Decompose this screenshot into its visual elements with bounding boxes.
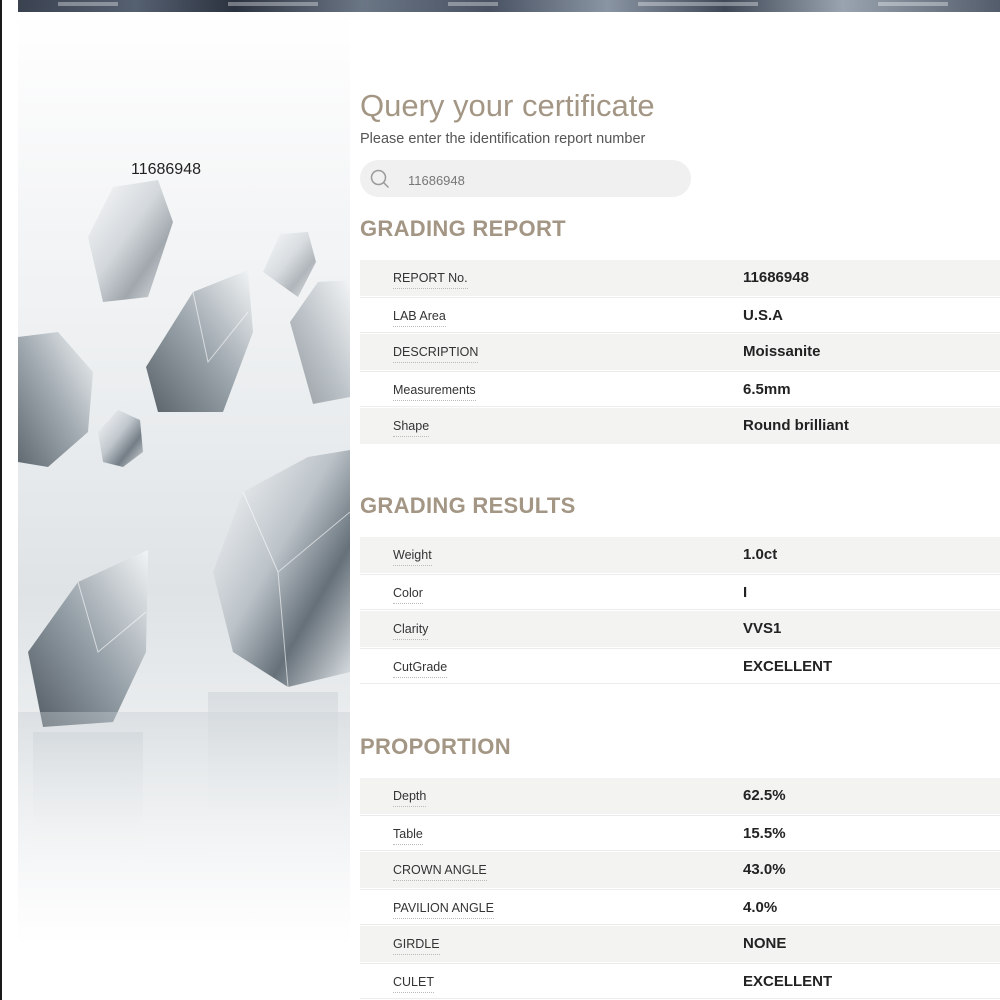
top-banner-image (18, 0, 1000, 12)
table-row (360, 778, 1000, 814)
table-row (360, 889, 1000, 925)
row-value: 15.5% (743, 825, 786, 842)
row-value: 11686948 (743, 269, 809, 286)
row-value: Round brilliant (743, 417, 849, 434)
window-left-border (0, 0, 2, 1000)
grading-results-heading: GRADING RESULTS (360, 493, 576, 518)
row-label: Color (393, 586, 423, 604)
table-row (360, 297, 1000, 333)
row-label: CutGrade (393, 660, 447, 678)
row-value: Moissanite (743, 343, 821, 360)
row-value: EXCELLENT (743, 973, 833, 990)
row-label: LAB Area (393, 309, 446, 327)
table-row (360, 611, 1000, 647)
table-row (360, 334, 1000, 370)
row-value: EXCELLENT (743, 658, 833, 675)
row-value: NONE (743, 935, 787, 952)
proportion-table (360, 778, 1000, 1000)
table-row (360, 537, 1000, 573)
row-label: GIRDLE (393, 937, 440, 955)
row-label: Weight (393, 548, 432, 566)
table-row (360, 815, 1000, 851)
row-label: Clarity (393, 622, 428, 640)
row-value: 62.5% (743, 787, 786, 804)
table-row (360, 648, 1000, 684)
row-label: CULET (393, 975, 434, 993)
table-row (360, 852, 1000, 888)
page-title: Query your certificate (360, 88, 655, 123)
table-row (360, 574, 1000, 610)
table-row (360, 371, 1000, 407)
table-row (360, 926, 1000, 962)
row-label: Depth (393, 789, 426, 807)
report-number-input[interactable] (406, 168, 680, 192)
row-label: Shape (393, 419, 429, 437)
row-value: U.S.A (743, 307, 784, 324)
row-value: 43.0% (743, 861, 786, 878)
search-bar[interactable] (360, 160, 691, 197)
row-value: 6.5mm (743, 381, 791, 398)
row-label: DESCRIPTION (393, 345, 478, 363)
grading-report-table (360, 260, 1000, 445)
row-value: 4.0% (743, 899, 778, 916)
hero-report-id: 11686948 (131, 161, 201, 178)
row-label: Measurements (393, 383, 476, 401)
row-label: Table (393, 827, 423, 845)
diamonds-photo (18, 12, 350, 947)
row-label: CROWN ANGLE (393, 863, 487, 881)
table-row (360, 260, 1000, 296)
row-label: PAVILION ANGLE (393, 901, 494, 919)
page-subtitle: Please enter the identification report number (360, 131, 646, 147)
table-row (360, 963, 1000, 999)
row-value: VVS1 (743, 620, 782, 637)
grading-report-heading: GRADING REPORT (360, 216, 566, 241)
table-row (360, 408, 1000, 444)
row-value: 1.0ct (743, 546, 778, 563)
search-icon[interactable] (370, 169, 390, 189)
proportion-heading: PROPORTION (360, 734, 511, 759)
grading-results-table (360, 537, 1000, 685)
row-label: REPORT No. (393, 271, 468, 289)
row-value: I (743, 584, 748, 601)
diamonds-hero-image (18, 12, 350, 947)
